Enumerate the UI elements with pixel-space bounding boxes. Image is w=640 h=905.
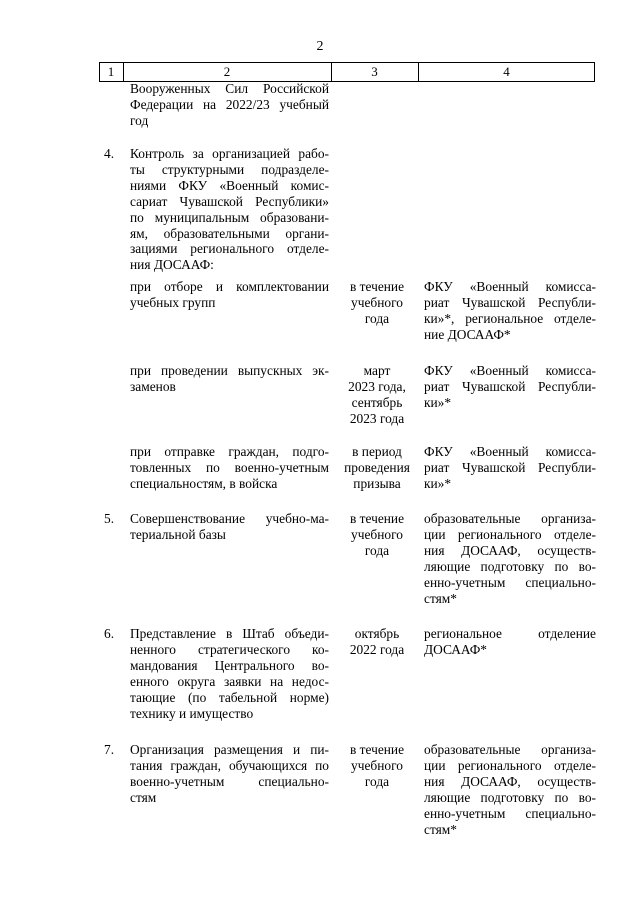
- term-cell-line: сентябрь: [351, 394, 403, 410]
- event-cell-line: тания граждан, обучающихся по: [130, 757, 329, 773]
- responsible-cell: [424, 742, 596, 837]
- responsible-cell-line: ки»*: [424, 394, 452, 410]
- table-border-right: [594, 63, 595, 81]
- event-cell-line: товленных по военно-учетным: [130, 459, 329, 475]
- event-cell-line: ям, образовательными органи-: [130, 225, 329, 241]
- event-cell-line: год: [130, 112, 149, 128]
- term-cell-line: 2023 года: [349, 410, 405, 426]
- responsible-cell-line: енно-учетным специально-: [424, 574, 596, 590]
- header-col-3: 3: [371, 64, 378, 79]
- row-number: 6.: [104, 626, 115, 641]
- event-cell: [130, 511, 329, 543]
- event-cell-line: Представление в Штаб объеди-: [130, 626, 329, 641]
- event-cell-line: Совершенствование учебно-ма-: [130, 511, 329, 526]
- responsible-cell-line: ляющие подготовку по во-: [424, 789, 596, 805]
- table-header-row: [99, 62, 595, 82]
- event-cell-line: териальной базы: [130, 526, 226, 542]
- term-cell-line: октябрь: [354, 626, 400, 641]
- header-col-1: 1: [107, 64, 115, 79]
- event-cell-line: заменов: [130, 378, 176, 394]
- responsible-cell-line: ляющие подготовку по во-: [424, 558, 596, 574]
- term-cell-line: в период: [352, 444, 402, 459]
- row-number: 7.: [104, 742, 115, 757]
- term-cell-line: 2022 года: [349, 641, 405, 657]
- event-cell-line: мандования Центрального во-: [130, 657, 329, 673]
- responsible-cell-line: енно-учетным специально-: [424, 805, 596, 821]
- term-cell: [340, 363, 414, 427]
- event-cell: [130, 626, 329, 721]
- responsible-cell-line: ки»*: [424, 475, 452, 491]
- term-cell: [340, 279, 414, 327]
- event-cell-line: зациями регионального отделе-: [130, 241, 329, 257]
- event-cell-line: Вооруженных Сил Российской: [130, 81, 329, 96]
- term-cell: [340, 626, 414, 658]
- event-cell: [130, 146, 329, 273]
- term-cell-line: март: [363, 363, 391, 378]
- header-col-4: 4: [503, 64, 510, 79]
- responsible-cell-line: ДОСААФ*: [424, 641, 488, 657]
- responsible-cell-line: риат Чувашской Республи-: [424, 378, 596, 394]
- event-cell-line: учебных групп: [130, 294, 216, 310]
- event-cell-line: Организация размещения и пи-: [130, 742, 329, 757]
- event-cell-line: специальностям, в войска: [130, 475, 278, 491]
- event-cell: [130, 81, 329, 129]
- responsible-cell-line: стям*: [424, 821, 457, 837]
- event-cell: [130, 363, 329, 395]
- responsible-cell-line: риат Чувашской Республи-: [424, 459, 596, 475]
- responsible-cell-line: региональное отделение: [424, 626, 596, 641]
- responsible-cell: [424, 279, 596, 343]
- event-cell-line: при проведении выпускных эк-: [130, 363, 329, 378]
- event-cell-line: Контроль за организацией рабо-: [130, 146, 329, 161]
- row-number: 4.: [104, 146, 115, 161]
- term-cell-line: в течение: [349, 742, 405, 757]
- header-col-2: 2: [223, 64, 231, 79]
- term-cell-line: проведения: [344, 459, 410, 475]
- responsible-cell-line: стям*: [424, 590, 457, 606]
- term-cell-line: учебного: [351, 294, 403, 310]
- term-cell-line: года: [364, 310, 390, 326]
- event-cell-line: тающие (по табельной норме): [130, 689, 329, 705]
- responsible-cell-line: образовательные организа-: [424, 511, 596, 526]
- event-cell-line: по муниципальным образовани-: [130, 209, 329, 225]
- responsible-cell-line: ФКУ «Военный комисса-: [424, 444, 596, 459]
- event-cell-line: енного округа заявки на недос-: [130, 673, 329, 689]
- responsible-cell-line: ния ДОСААФ, осуществ-: [424, 773, 596, 789]
- event-cell-line: технику и имущество: [130, 705, 254, 721]
- event-cell: [130, 444, 329, 492]
- event-cell-line: Федерации на 2022/23 учебный: [130, 96, 329, 112]
- responsible-cell-line: ния ДОСААФ, осуществ-: [424, 542, 596, 558]
- responsible-cell-line: ции регионального отделе-: [424, 757, 596, 773]
- event-cell-line: ния ДОСААФ:: [130, 257, 214, 273]
- page-number: 2: [316, 39, 324, 54]
- responsible-cell: [424, 626, 596, 658]
- term-cell: [340, 444, 414, 492]
- event-cell-line: ненного стратегического ко-: [130, 641, 329, 657]
- term-cell-line: года: [364, 773, 390, 789]
- event-cell-line: при отборе и комплектовании: [130, 279, 329, 294]
- event-cell-line: стям: [130, 789, 157, 805]
- responsible-cell: [424, 511, 596, 606]
- event-cell-line: сариат Чувашской Республики»: [130, 193, 329, 209]
- event-cell-line: военно-учетным специально-: [130, 773, 329, 789]
- responsible-cell-line: ции регионального отделе-: [424, 526, 596, 542]
- term-cell: [340, 742, 414, 790]
- term-cell-line: 2023 года,: [348, 378, 406, 394]
- event-cell-line: при отправке граждан, подго-: [130, 444, 329, 459]
- responsible-cell: [424, 444, 596, 492]
- term-cell-line: года: [364, 542, 390, 558]
- term-cell-line: учебного: [351, 526, 403, 542]
- row-number: 5.: [104, 511, 115, 526]
- responsible-cell: [424, 363, 596, 411]
- event-cell-line: ты структурными подразделе-: [130, 161, 329, 177]
- term-cell-line: в течение: [349, 511, 405, 526]
- term-cell-line: в течение: [349, 279, 405, 294]
- responsible-cell-line: ФКУ «Военный комисса-: [424, 279, 596, 294]
- event-cell: [130, 742, 329, 806]
- responsible-cell-line: образовательные организа-: [424, 742, 596, 757]
- term-cell-line: учебного: [351, 757, 403, 773]
- responsible-cell-line: ки»*, региональное отделе-: [424, 310, 596, 326]
- responsible-cell-line: ние ДОСААФ*: [424, 326, 511, 342]
- responsible-cell-line: риат Чувашской Республи-: [424, 294, 596, 310]
- event-cell-line: ниями ФКУ «Военный комис-: [130, 177, 329, 193]
- term-cell-line: призыва: [353, 475, 401, 491]
- term-cell: [340, 511, 414, 559]
- responsible-cell-line: ФКУ «Военный комисса-: [424, 363, 596, 378]
- event-cell: [130, 279, 329, 311]
